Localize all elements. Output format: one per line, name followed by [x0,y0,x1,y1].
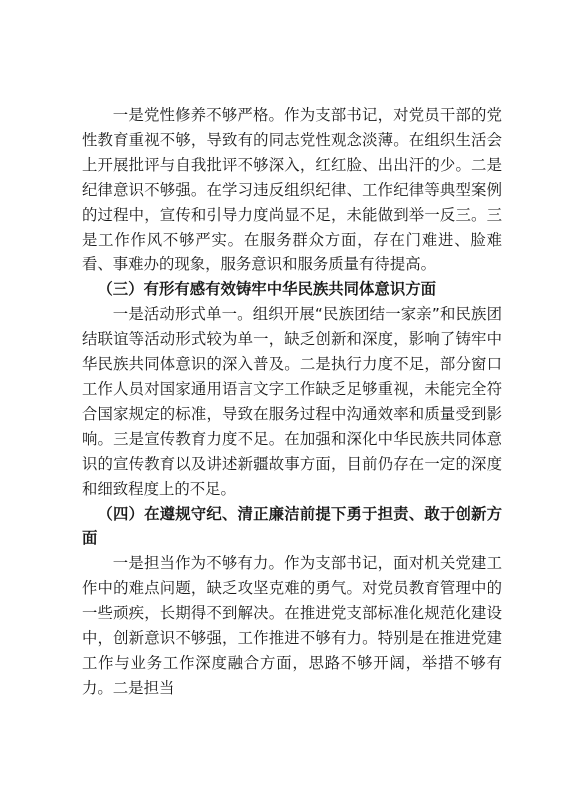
paragraph-ethnic-unity: 一是活动形式单一。组织开展“民族团结一家亲”和民族团结联谊等活动形式较为单一，缺乏创新和深度，影响了铸牢中华民族共同体意识的深入普及。二是执行力度不足，部分窗口工作人员对国家通用语言文字工作缺乏足够重视，未能完全符合国家规定的标准，导致在服务过程中沟通效率和质量受到影响。三是宣传教育力度不足。在加强和深化中华民族共同体意识的宣传教育以及讲述新疆故事方面，目前仍存在一定的深度和细致程度上的不足。 [82,305,502,498]
paragraph-party-discipline: 一是党性修养不够严格。作为支部书记，对党员干部的党性教育重视不够，导致有的同志党性观念淡薄。在组织生活会上开展批评与自我批评不够深入，红红脸、出出汗的少。二是纪律意识不够强。在学习违反组织纪律、工作纪律等典型案例的过程中，宣传和引导力度尚显不足，未能做到举一反三。三是工作作风不够严实。在服务群众方面，存在门难进、脸难看、事难办的现象，服务意识和服务质量有待提高。 [82,106,502,274]
section-heading-3: （三）有形有感有效铸牢中华民族共同体意识方面 [97,280,436,299]
section-heading-4: （四）在遵规守纪、清正廉洁前提下勇于担责、敢于创新方面 [82,504,502,548]
document-body [82,103,502,701]
paragraph-responsibility: 一是担当作为不够有力。作为支部书记，面对机关党建工作中的难点问题，缺乏攻坚克难的勇气。对党员教育管理中的一些顽疾，长期得不到解决。在推进党支部标准化规范化建设中，创新意识不够强，工作推进不够有力。特别是在推进党建工作与业务工作深度融合方面，思路不够开阔，举措不够有力。二是担当 [82,554,502,697]
